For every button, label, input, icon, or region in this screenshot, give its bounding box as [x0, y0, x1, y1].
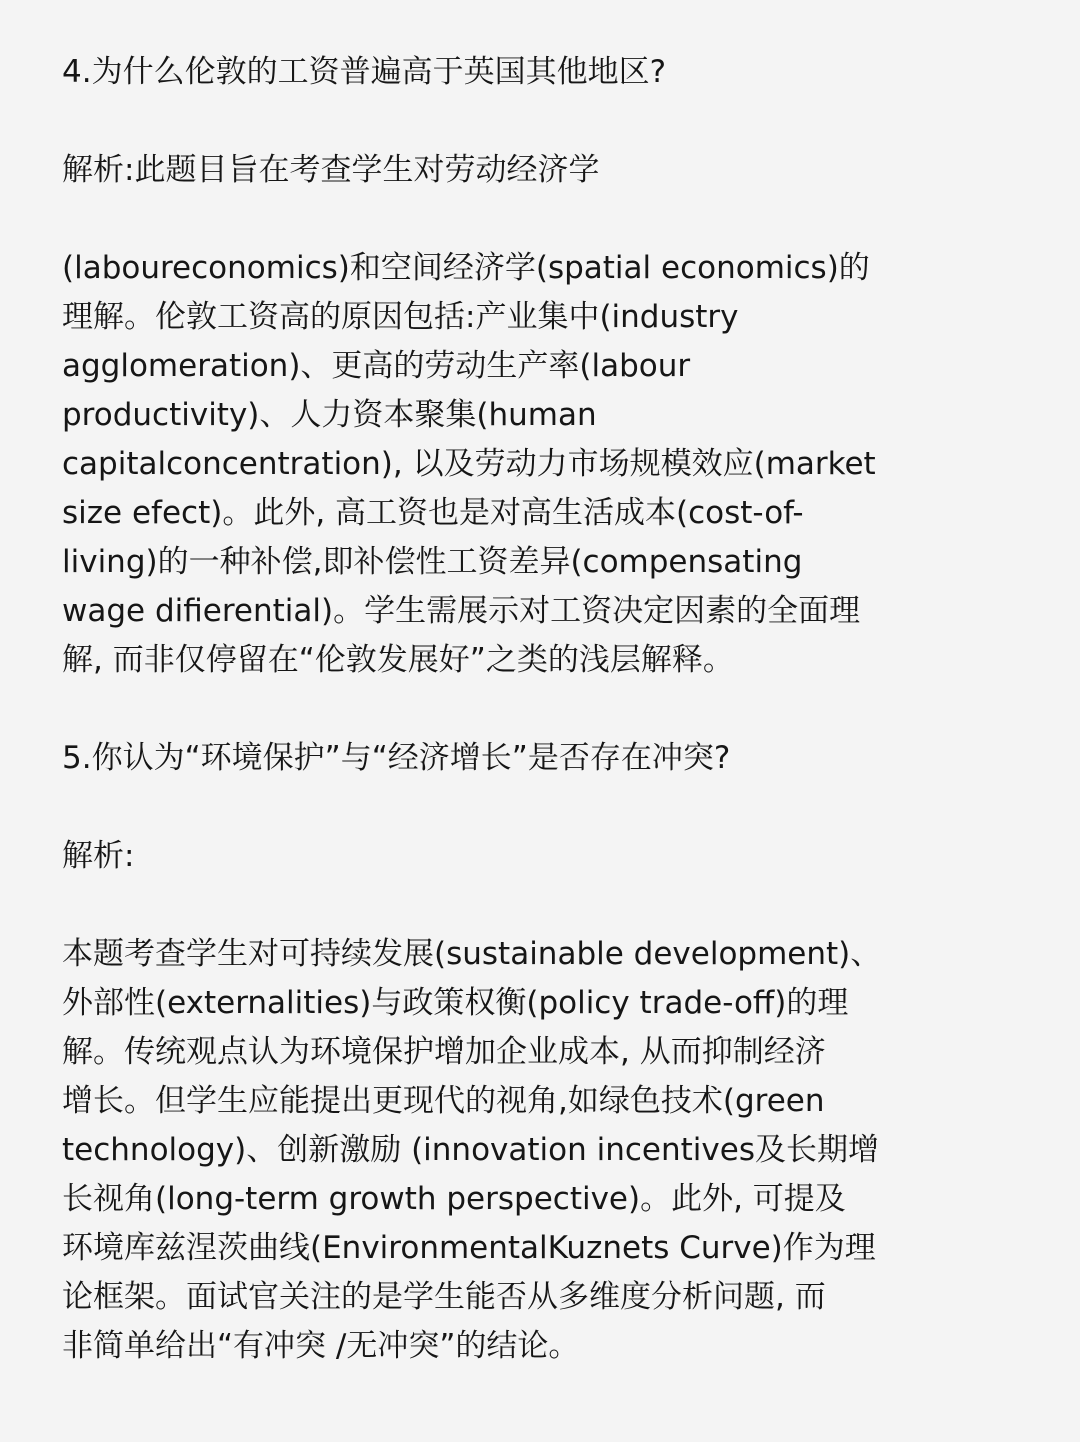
text-line: 解。传统观点认为环境保护增加企业成本, 从而抑制经济: [62, 1034, 826, 1070]
text-line: agglomeration)、更高的劳动生产率(labour: [62, 348, 691, 384]
text-line: 解析:此题目旨在考查学生对劳动经济学: [62, 152, 600, 188]
document-page: [62, 48, 972, 1371]
text-line: technology)、创新激励 (innovation incentives及长期增: [62, 1132, 879, 1168]
analysis-5-body: [62, 930, 972, 1371]
text-line: 本题考查学生对可持续发展(sustainable development)、: [62, 936, 882, 972]
question-5: [62, 734, 972, 783]
text-line: (laboureconomics)和空间经济学(spatial economics)的: [62, 250, 870, 286]
question-4: [62, 48, 972, 97]
text-line: wage difierential)。学生需展示对工资决定因素的全面理: [62, 593, 861, 629]
text-line: 理解。伦敦工资高的原因包括:产业集中(industry: [62, 299, 739, 335]
text-line: 非简单给出“有冲突 /无冲突”的结论。: [62, 1328, 580, 1364]
text-line: size efect)。此外, 高工资也是对高生活成本(cost-of-: [62, 495, 804, 531]
text-line: 论框架。面试官关注的是学生能否从多维度分析问题, 而: [62, 1279, 826, 1315]
analysis-4-body: [62, 244, 972, 685]
text-line: 环境库兹涅茨曲线(EnvironmentalKuznets Curve)作为理: [62, 1230, 876, 1266]
text-line: 5.你认为“环境保护”与“经济增长”是否存在冲突?: [62, 740, 731, 776]
text-line: capitalconcentration), 以及劳动力市场规模效应(market: [62, 446, 876, 482]
analysis-5-label: [62, 832, 972, 881]
text-line: 增长。但学生应能提出更现代的视角,如绿色技术(green: [62, 1083, 825, 1119]
paragraph-spacer: [62, 881, 972, 930]
paragraph-spacer: [62, 685, 972, 734]
paragraph-spacer: [62, 97, 972, 146]
text-line: 长视角(long-term growth perspective)。此外, 可提及: [62, 1181, 846, 1217]
text-line: 外部性(externalities)与政策权衡(policy trade-off)的理: [62, 985, 849, 1021]
paragraph-spacer: [62, 195, 972, 244]
text-line: productivity)、人力资本聚集(human: [62, 397, 597, 433]
analysis-4-intro: [62, 146, 972, 195]
text-line: 4.为什么伦敦的工资普遍高于英国其他地区?: [62, 54, 667, 90]
paragraph-spacer: [62, 783, 972, 832]
text-line: living)的一种补偿,即补偿性工资差异(compensating: [62, 544, 803, 580]
text-line: 解, 而非仅停留在“伦敦发展好”之类的浅层解释。: [62, 642, 734, 678]
text-line: 解析:: [62, 838, 135, 874]
